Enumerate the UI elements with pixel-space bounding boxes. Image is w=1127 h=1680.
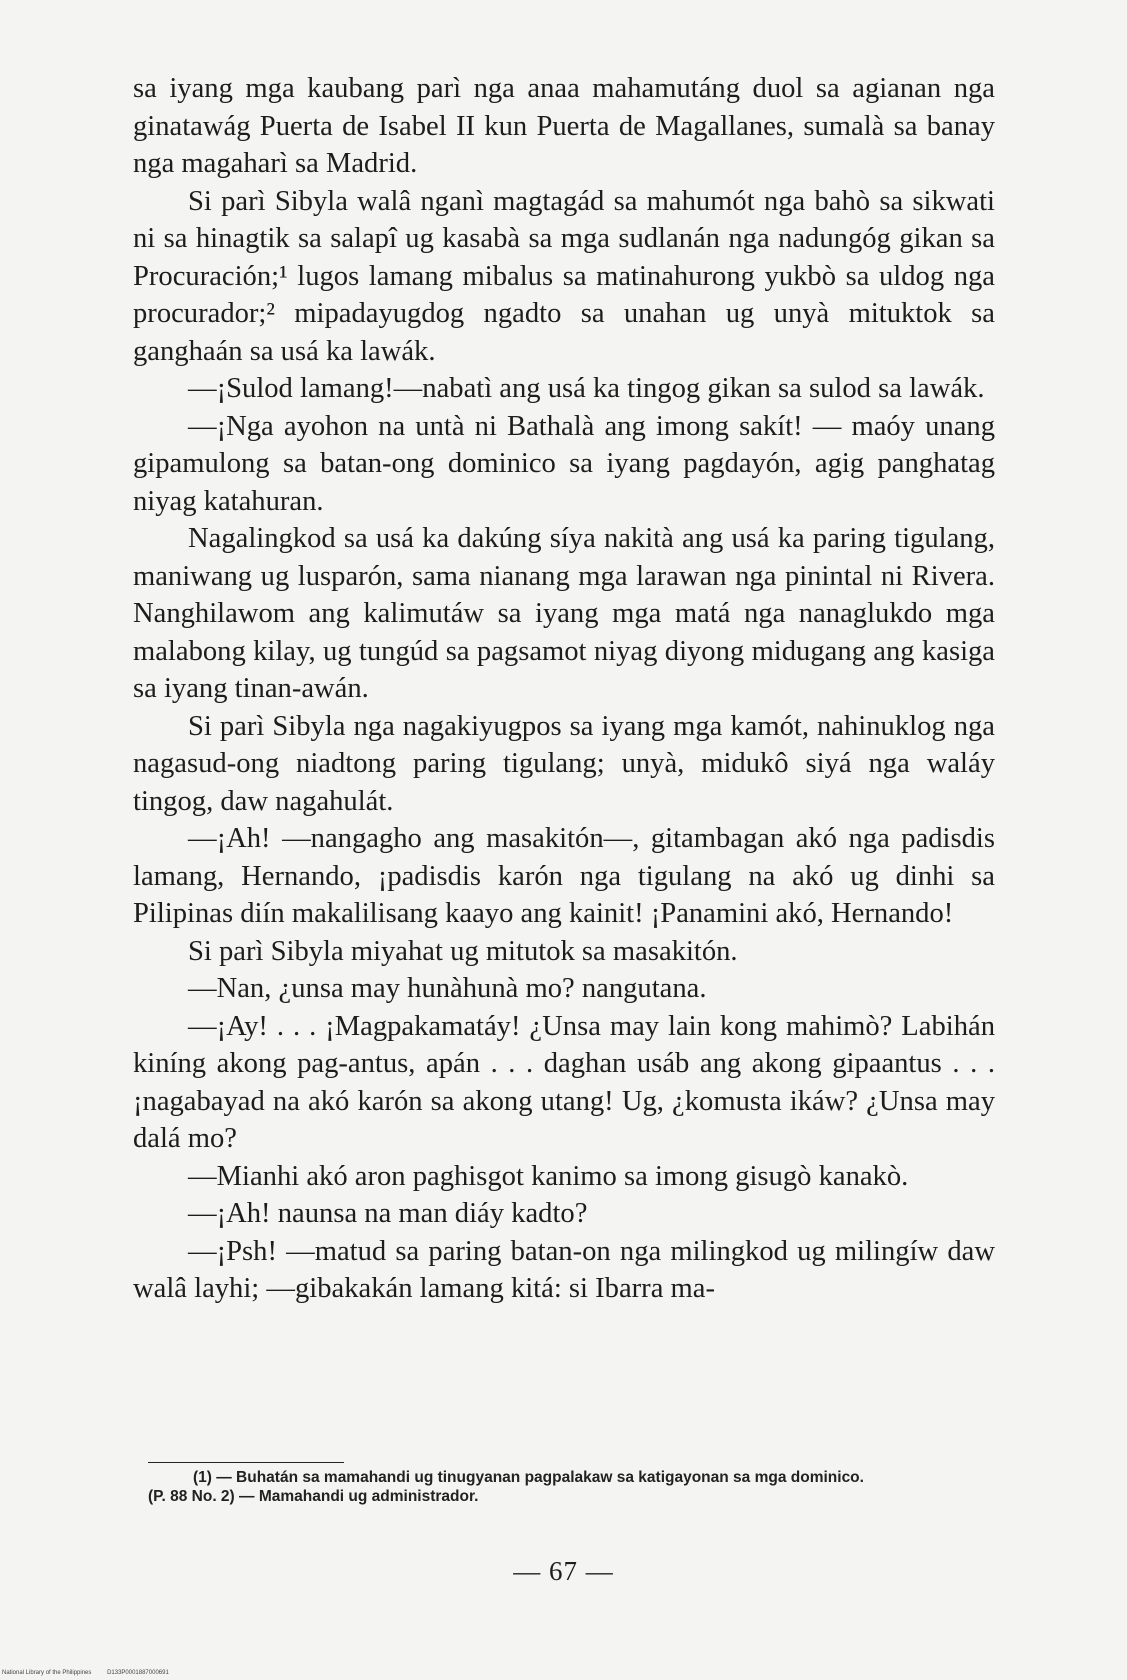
footnote: (P. 88 No. 2) — Mamahandi ug administrador. [148,1488,479,1505]
paragraph: —¡Ah! —nangagho ang masakitón—, gitambagan akó nga padisdis lamang, Hernando, ¡padisdis karón nga tigulang na akó ug dinhi sa Pilipinas diín makalilisang kaayo ang kainit! ¡Panamini akó, Hernando! [133,823,995,929]
paragraph: Si parì Sibyla miyahat ug mitutok sa masakitón. [188,935,738,967]
paragraph: Nagalingkod sa usá ka dakúng síya nakità ang usá ka paring tigulang, maniwang ug lusparón, sama nianang mga larawan nga pinintal ni Rivera. Nanghilawom ang kalimutáw sa iyang mga matá nga nanaglukdo mga malabong kilay, ug tungúd sa pagsamot niyag diyong midugang ang kasiga sa iyang tinan-awán. [133,523,995,704]
paragraph: sa iyang mga kaubang parì nga anaa mahamutáng duol sa agianan nga ginatawág Puerta de Isabel II kun Puerta de Magallanes, sumalà sa banay nga magaharì sa Madrid. [133,73,995,179]
credit-code: D133P0001887000691 [107,1670,169,1676]
paragraph: —Nan, ¿unsa may hunàhunà mo? nangutana. [188,973,707,1004]
main-text [133,70,995,1308]
footnote: (1) — Buhatán sa mamahandi ug tinugyanan pagpalakaw sa katigayonan sa mga dominico. [193,1469,864,1486]
credit-institution: National Library of the Philippines [2,1670,92,1676]
paragraph: —¡Ah! naunsa na man diáy kadto? [188,1198,588,1229]
paragraph: —Mianhi akó aron paghisgot kanimo sa imong gisugò kanakò. [188,1160,909,1192]
paragraph: —¡Nga ayohon na untà ni Bathalà ang imong sakít! — maóy unang gipamulong sa batan-ong dominico sa iyang pagdayón, agig panghatag niyag katahuran. [133,410,995,517]
paragraph: Si parì Sibyla nga nagakiyugpos sa iyang mga kamót, nahinuklog nga nagasud-ong niadtong paring tigulang; unyà, midukô siyá nga waláy tingog, daw nagahulát. [133,710,995,817]
scan-credit [2,1670,169,1676]
footnote-rule [148,1462,344,1463]
paragraph: —¡Ay! . . . ¡Magpakamatáy! ¿Unsa may lain kong mahimò? Labihán kiníng akong pag-antus, apán . . . daghan usáb ang akong gipaantus . . . ¡nagabayad na akó karón sa akong utang! Ug, ¿komusta ikáw? ¿Unsa may dalá mo? [133,1010,995,1154]
paragraph: —¡Sulod lamang!—nabatì ang usá ka tingog gikan sa sulod sa lawák. [188,373,985,404]
page-number: — 67 — [513,1556,614,1586]
footnotes [148,1468,998,1506]
paragraph: Si parì Sibyla walâ nganì magtagád sa mahumót nga bahò sa sikwati ni sa hinagtik sa salapî ug kasabà sa mga sudlanán nga nadungóg gikan sa Procuración;¹ lugos lamang mibalus sa matinahurong yukbò sa uldog nga procurador;² mipadayugdog ngadto sa unahan ug unyà mituktok sa ganghaán sa usá ka lawák. [133,185,995,367]
paragraph: —¡Psh! —matud sa paring batan-on nga milingkod ug milingíw daw walâ layhi; —gibakakán lamang kitá: si Ibarra ma- [133,1235,995,1304]
